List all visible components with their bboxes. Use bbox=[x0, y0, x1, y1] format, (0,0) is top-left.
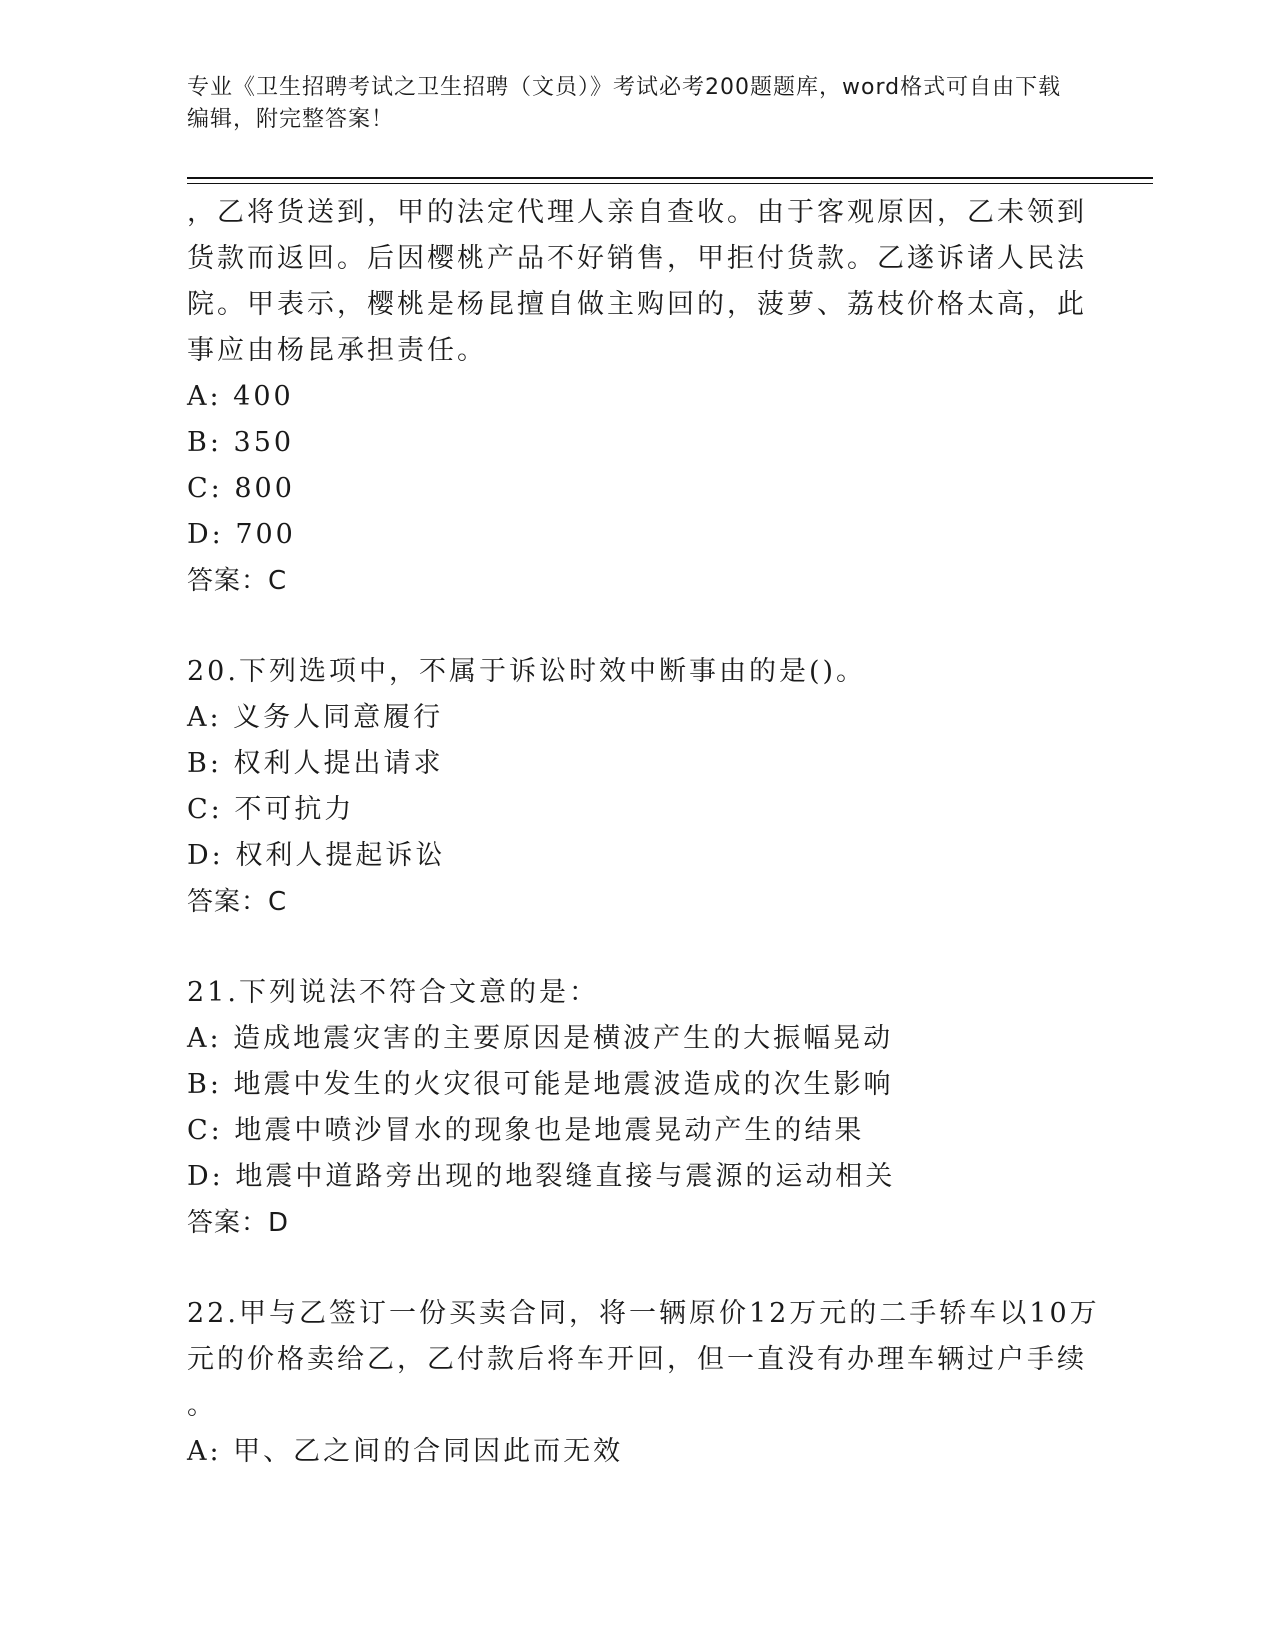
option-a: A: 甲、乙之间的合同因此而无效 bbox=[187, 1436, 624, 1467]
document-header: 专业《卫生招聘考试之卫生招聘（文员）》考试必考200题题库，word格式可自由下载编辑，附完整答案！ bbox=[187, 75, 1062, 132]
answer: 答案：C bbox=[187, 566, 288, 596]
question-stem-line: 事应由杨昆承担责任。 bbox=[187, 335, 487, 366]
option-a: A: 400 bbox=[187, 381, 294, 412]
spacer bbox=[187, 925, 1087, 970]
spacer bbox=[187, 604, 1087, 649]
question-21 bbox=[187, 970, 1087, 1246]
question-stem-line: ，乙将货送到，甲的法定代理人亲自查收。由于客观原因，乙未领到 bbox=[187, 197, 1087, 228]
option-d: D: 权利人提起诉讼 bbox=[187, 840, 446, 871]
option-b: B: 350 bbox=[187, 427, 295, 458]
question-stem-line: 货款而返回。后因樱桃产品不好销售，甲拒付货款。乙遂诉诸人民法 bbox=[187, 243, 1087, 274]
option-d: D: 地震中道路旁出现的地裂缝直接与震源的运动相关 bbox=[187, 1161, 896, 1192]
answer: 答案：C bbox=[187, 887, 288, 917]
header-rule-thick bbox=[187, 177, 1153, 179]
question-stem-line: 院。甲表示，樱桃是杨昆擅自做主购回的，菠萝、荔枝价格太高，此 bbox=[187, 289, 1087, 320]
option-c: C: 不可抗力 bbox=[187, 794, 355, 825]
option-c: C: 800 bbox=[187, 473, 295, 504]
option-c: C: 地震中喷沙冒水的现象也是地震晃动产生的结果 bbox=[187, 1115, 865, 1146]
question-stem-line: 22.甲与乙签订一份买卖合同，将一辆原价12万元的二手轿车以10万 bbox=[187, 1298, 1100, 1329]
question-20 bbox=[187, 649, 1087, 925]
option-b: B: 权利人提出请求 bbox=[187, 748, 444, 779]
option-a: A: 造成地震灾害的主要原因是横波产生的大振幅晃动 bbox=[187, 1023, 894, 1054]
question-stem-line: 元的价格卖给乙，乙付款后将车开回，但一直没有办理车辆过户手续 bbox=[187, 1344, 1087, 1375]
question-22 bbox=[187, 1291, 1100, 1475]
question-stem-line: 21.下列说法不符合文意的是： bbox=[187, 977, 599, 1008]
question-stem-line: 20.下列选项中，不属于诉讼时效中断事由的是()。 bbox=[187, 656, 867, 687]
spacer bbox=[187, 1246, 1087, 1291]
question-stem-line: 。 bbox=[187, 1390, 217, 1421]
option-b: B: 地震中发生的火灾很可能是地震波造成的次生影响 bbox=[187, 1069, 894, 1100]
answer: 答案：D bbox=[187, 1208, 290, 1238]
option-d: D: 700 bbox=[187, 519, 296, 550]
question-19 bbox=[187, 190, 1087, 604]
option-a: A: 义务人同意履行 bbox=[187, 702, 444, 733]
header-rule-thin bbox=[187, 183, 1153, 184]
document-body bbox=[187, 190, 1100, 1475]
